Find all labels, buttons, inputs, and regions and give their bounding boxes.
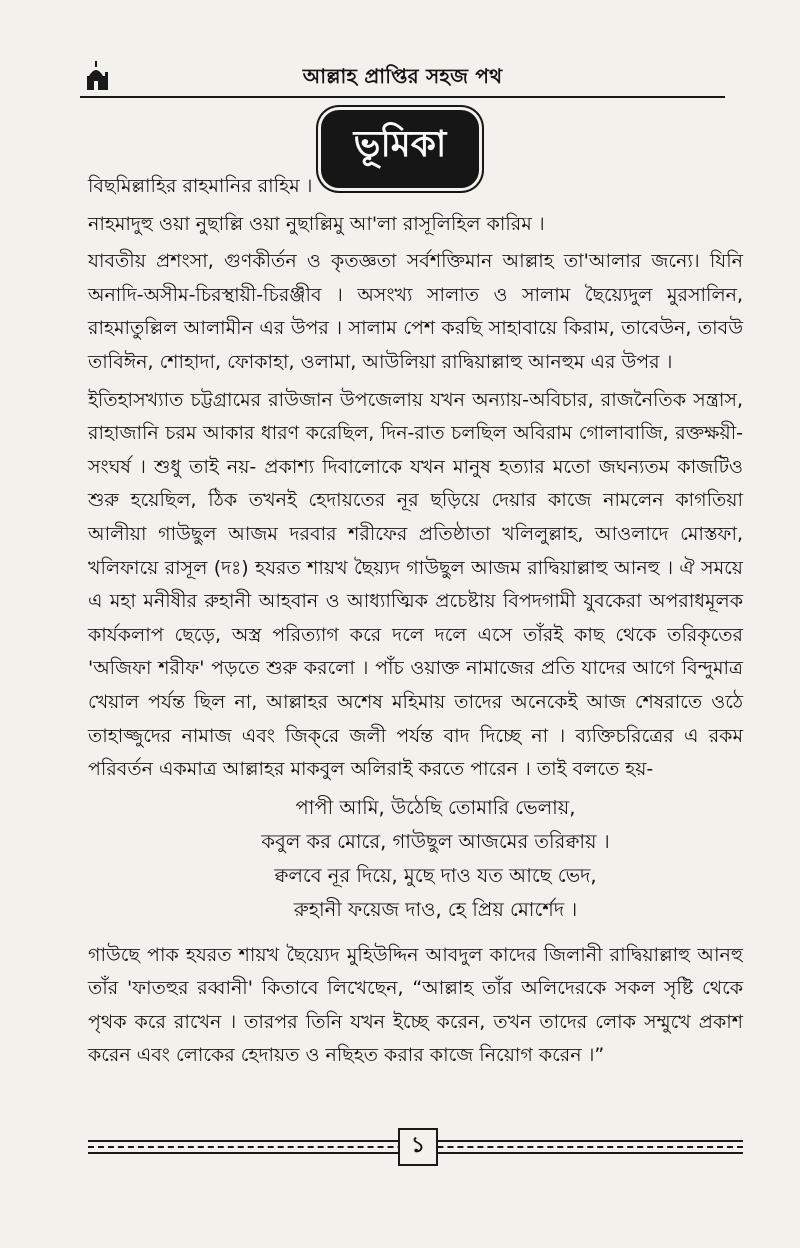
poem-line: পাপী আমি, উঠেছি তোমারি ভেলায়, [295,795,576,819]
section-title: ভূমিকা [321,110,480,188]
paragraph-quote: গাউছে পাক হযরত শায়খ ছৈয়্যেদ মুহিউদ্দিন আবদুল কাদের জিলানী রাদ্বিয়াল্লাহু আনহু তাঁর 'ফাতহুর রব্বানী' কিতাবে লিখেছেন, “আল্লাহ তাঁর অলিদেরকে সকল সৃষ্টি থেকে পৃথক করে রাখেন । তারপর তিনি যখন ইচ্ছে করেন, তখন তাদের লোক সম্মুখে প্রকাশ করেন এবং লোকের হেদায়ত ও নছিহত করার কাজে নিয়োগ করেন ।” [88,943,743,1067]
page-number: ১ [398,1128,438,1166]
poem-line: ক্বলবে নূর দিয়ে, মুছে দাও যত আছে ভেদ, [274,863,597,887]
running-header [80,56,725,98]
page-footer [88,1122,743,1172]
paragraph-praise: যাবতীয় প্রশংসা, গুণকীর্তন ও কৃতজ্ঞতা সর্বশক্তিমান আল্লাহ তা'আলার জন্যে। যিনি অনাদি-অসীম-চিরস্থায়ী-চিরঞ্জীব । অসংখ্য সালাত ও সালাম ছৈয়্যেদুল মুরসালিন, রাহমাতুল্লিল আলামীন এর উপর । সালাম পেশ করছি সাহাবায়ে কিরাম, তাবেউন, তাবউ তাবিঈন, শোহাদা, ফোকাহা, ওলামা, আউলিয়া রাদ্বিয়াল্লাহু আনহুম এর উপর । [88,250,743,373]
paragraph-salutation: নাহমাদুহু ওয়া নুছাল্লি ওয়া নুছাল্লিমু আ'লা রাসূলিহিল কারিম । [88,212,545,235]
poem-line: কবুল কর মোরে, গাউছুল আজমের তরিক্বায় । [261,829,610,853]
paragraph-bismillah: বিছমিল্লাহির রাহমানির রাহিম । [88,175,313,197]
poem-line: রুহানী ফয়েজ দাও, হে প্রিয় মোর্শেদ । [293,897,578,921]
paragraph-history: ইতিহাসখ্যাত চট্টগ্রামের রাউজান উপজেলায় যখন অন্যায়-অবিচার, রাজনৈতিক সন্ত্রাস, রাহাজানি চরম আকার ধারণ করেছিল, দিন-রাত চলছিল অবিরাম গোলাবাজি, রক্তক্ষয়ী-সংঘর্ষ । শুধু তাই নয়- প্রকাশ্য দিবালোকে যখন মানুষ হত্যার মতো জঘন্যতম কাজটিও শুরু হয়েছিল, ঠিক তখনই হেদায়তের নূর ছড়িয়ে দেয়ার কাজে নামলেন কাগতিয়া আলীয়া গাউছুল আজম দরবার শরীফের প্রতিষ্ঠাতা খলিলুল্লাহ, আওলাদে মোস্তফা, খলিফায়ে রাসূল (দঃ) হযরত শায়খ ছৈয়্যদ গাউছুল আজম রাদ্বিয়াল্লাহু আনহু । ঐ সময়ে এ মহা মনীষীর রুহানী আহবান ও আধ্যাত্মিক প্রচেষ্টায় বিপদগামী যুবকেরা অপরাধমূলক কার্যকলাপ ছেড়ে, অস্ত্র পরিত্যাগ করে দলে দলে এসে তাঁরই কাছ থেকে তরিকৃতের 'অজিফা শরীফ' পড়তে শুরু করলো । পাঁচ ওয়াক্ত নামাজের প্রতি যাদের আগে বিন্দুমাত্র খেয়াল পর্যন্ত ছিল না, আল্লাহর অশেষ মহিমায় তাদের অনেকেই আজ শেষরাতে ওঠে তাহাজ্জুদের নামাজ এবং জিক্‌রে জলী পর্যন্ত বাদ দিচ্ছে না । ব্যক্তিচরিত্রের এ রকম পরিবর্তন একমাত্র আল্লাহর মাকবুল অলিরাই করতে পারেন । তাই বলতে হয়- [88,388,743,781]
book-title: আল্লাহ প্রাপ্তির সহজ পথ [302,64,503,88]
page-body [88,170,743,1077]
poem-block [88,791,743,927]
